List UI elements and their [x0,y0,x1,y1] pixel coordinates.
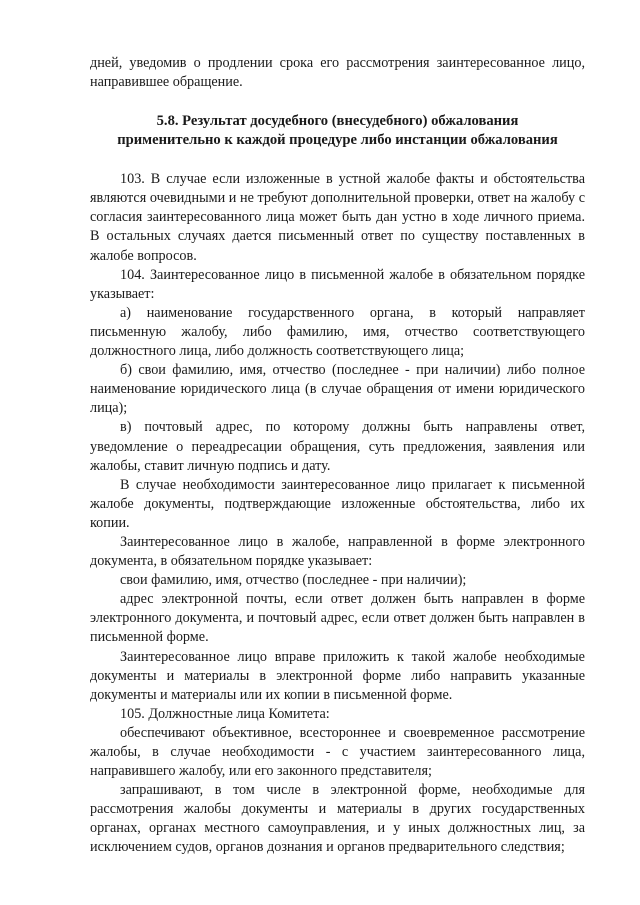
section-heading-line-1: 5.8. Результат досудебного (внесудебного) обжалования [156,113,519,130]
paragraph-105-ensure: обеспечивают объективное, всестороннее и своевременное рассмотрение жалобы, в случае необходимости - с участием заинтересованного лица, направившего жалобу, или его законного представителя; [90,724,585,780]
paragraph-105: 105. Должностные лица Комитета: [120,705,330,722]
paragraph-104-a: а) наименование государственного органа, в который направляет письменную жалобу, либо фамилию, имя, отчество соответствующего должностного лица, либо должность соответствующего лица; [90,304,585,360]
paragraph-electronic-name: свои фамилию, имя, отчество (последнее - при наличии); [120,572,467,589]
paragraph-electronic-documents: Заинтересованное лицо вправе приложить к такой жалобе необходимые документы и материалы в электронной форме либо направить указанные документы и материалы или их копии в письменной форме. [90,648,585,703]
paragraph-electronic-complaint: Заинтересованное лицо в жалобе, направленной в форме электронного документа, в обязательном порядке указывает: [90,533,585,570]
paragraph-104-v: в) почтовый адрес, по которому должны быть направлены ответ, уведомление о переадресации обращения, суть предложения, заявления или жалобы, ставит личную подпись и дату. [90,419,585,474]
intro-paragraph: дней, уведомив о продлении срока его рассмотрения заинтересованное лицо, направившее обращение. [90,55,585,91]
section-heading-line-2: применительно к каждой процедуре либо инстанции обжалования [117,132,558,149]
paragraph-attachments: В случае необходимости заинтересованное лицо прилагает к письменной жалобе документы, подтверждающие изложенные обстоятельства, либо их копии. [90,476,585,531]
paragraph-104: 104. Заинтересованное лицо в письменной жалобе в обязательном порядке указывает: [90,266,585,302]
paragraph-105-request: запрашивают, в том числе в электронной форме, необходимые для рассмотрения жалобы документы и материалы в других государственных органах, органах местного самоуправления, и у иных должностных лиц, за исключением судов, органов дознания и органов предварительного следствия; [90,782,585,856]
document-body [90,54,585,858]
paragraph-103: 103. В случае если изложенные в устной жалобе факты и обстоятельства являются очевидными и не требуют дополнительной проверки, ответ на жалобу с согласия заинтересованного лица может быть дан устно в ходе личного приема. В остальных случаях дается письменный ответ по существу поставленных в жалобе вопросов. [90,171,585,264]
section-heading [90,112,585,150]
paragraph-104-b: б) свои фамилию, имя, отчество (последнее - при наличии) либо полное наименование юридического лица (в случае обращения от имени юридического лица); [90,362,585,417]
paragraph-electronic-address: адрес электронной почты, если ответ должен быть направлен в форме электронного документа, и почтовый адрес, если ответ должен быть направлен в письменной форме. [90,591,585,646]
